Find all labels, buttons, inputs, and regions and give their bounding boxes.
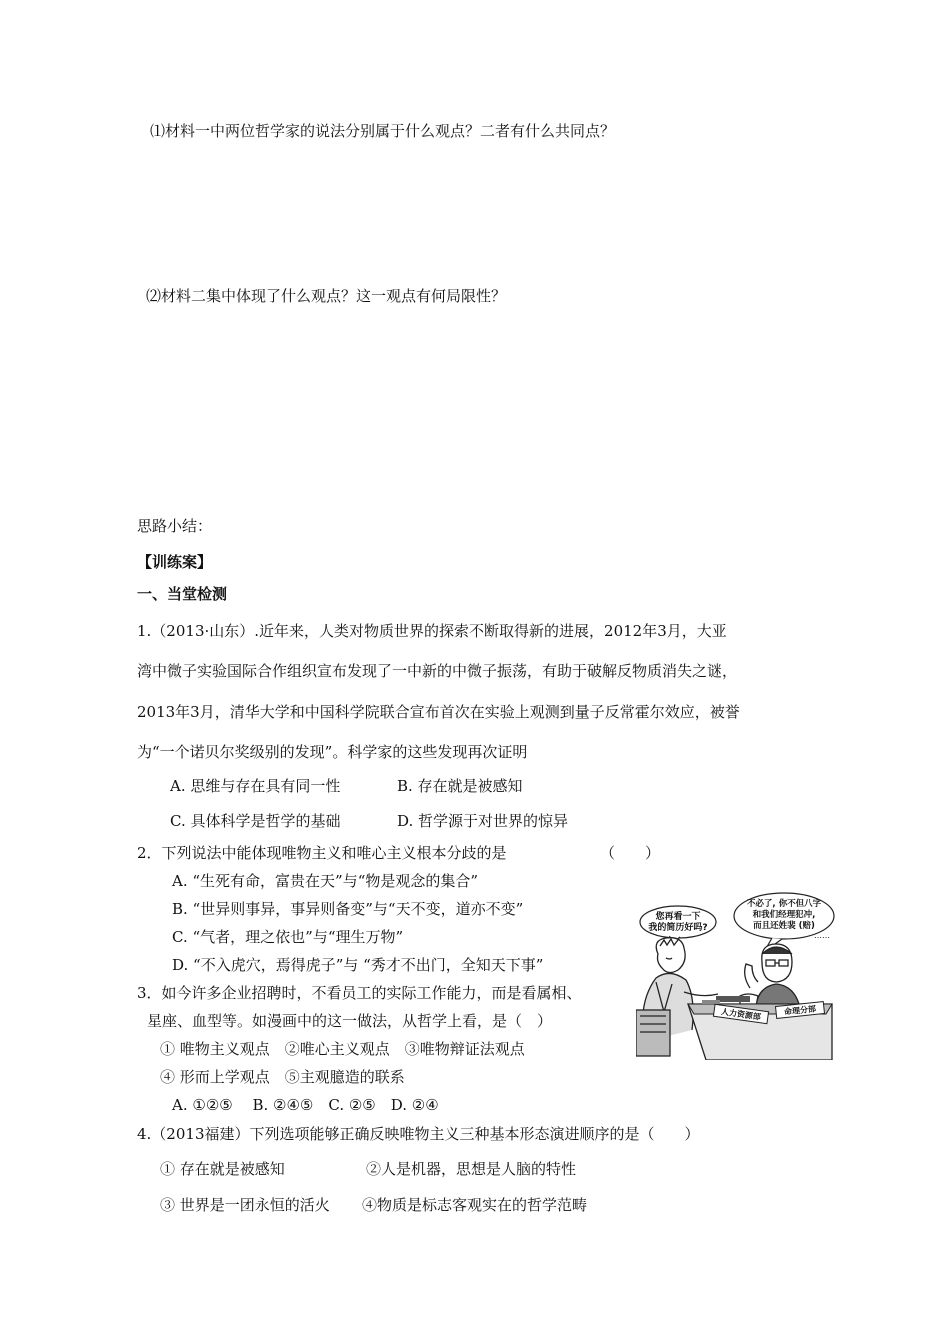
question-1-line: 为“一个诺贝尔奖级别的发现”。科学家的这些发现再次证明 <box>137 743 528 761</box>
question-3-items-row-1: ① 唯物主义观点 ②唯心主义观点 ③唯物辩证法观点 <box>160 1040 525 1058</box>
question-part-2: ⑵材料二集中体现了什么观点？这一观点有何局限性？ <box>146 287 507 305</box>
speech-bubble-right <box>734 893 834 952</box>
desk-sign-hr-label: 人力资源部 <box>720 1007 762 1022</box>
question-2-option-a: A. “生死有命，富贵在天”与“物是观念的集合” <box>172 872 479 890</box>
subsection-heading-in-class-test: 一、当堂检测 <box>137 585 228 603</box>
summary-label: 思路小结： <box>137 517 213 535</box>
bubble-left-line-2: 我的简历好吗? <box>648 923 708 933</box>
question-3-options: A. ①②⑤ B. ②④⑤ C. ②⑤ D. ②④ <box>172 1096 439 1114</box>
question-1-line: 2013年3月，清华大学和中国科学院联合宣布首次在实验上观测到量子反常霍尔效应，被誉 <box>137 703 740 721</box>
question-2-option-c: C. “气者，理之依也”与“理生万物” <box>172 928 404 946</box>
question-2-option-d: D. “不入虎穴，焉得虎子”与 “秀才不出门，全知天下事” <box>172 956 544 974</box>
desk-sign-fortune-label: 命理分部 <box>783 1004 817 1017</box>
question-4-item-3: ③ 世界是一团永恒的活火 <box>160 1196 330 1214</box>
bubble-right-line-1: 不必了, 你不但八字 <box>746 899 822 909</box>
bubble-right-ellipsis: …… <box>814 931 830 940</box>
question-3-line-2: 星座、血型等。如漫画中的这一做法，从哲学上看，是（ ） <box>147 1012 553 1030</box>
bubble-right-line-3: 而且还姓裴 (赔) <box>753 921 815 931</box>
question-1-option-b: B. 存在就是被感知 <box>397 777 523 795</box>
question-2-stem: 2．下列说法中能体现唯物主义和唯心主义根本分歧的是 <box>137 844 507 862</box>
question-4-item-1: ① 存在就是被感知 <box>160 1160 285 1178</box>
cartoon-illustration <box>636 892 836 1060</box>
question-part-1: ⑴材料一中两位哲学家的说法分别属于什么观点？二者有什么共同点？ <box>150 122 616 140</box>
question-1-option-d: D. 哲学源于对世界的惊异 <box>397 812 569 830</box>
question-4-stem: 4.（2013福建）下列选项能够正确反映唯物主义三种基本形态演进顺序的是（ ） <box>137 1125 700 1143</box>
question-3-items-row-2: ④ 形而上学观点 ⑤主观臆造的联系 <box>160 1068 405 1086</box>
question-4-item-4: ④物质是标志客观实在的哲学范畴 <box>362 1196 588 1214</box>
question-4-item-2: ②人是机器，思想是人脑的特性 <box>366 1160 577 1178</box>
question-1-option-c: C. 具体科学是哲学的基础 <box>170 812 341 830</box>
bubble-right-line-2: 和我们经理犯冲, <box>752 910 816 920</box>
answer-bracket: （ ） <box>600 844 661 862</box>
question-1-line: 湾中微子实验国际合作组织宣布发现了一中新的中微子振荡，有助于破解反物质消失之谜， <box>137 662 738 680</box>
question-1-option-a: A. 思维与存在具有同一性 <box>170 777 341 795</box>
section-heading-training: 【训练案】 <box>137 553 213 571</box>
question-3-line-1: 3．如今许多企业招聘时，不看员工的实际工作能力，而是看属相、 <box>137 984 582 1002</box>
question-1-line: 1.（2013·山东）.近年来，人类对物质世界的探索不断取得新的进展，2012年3月，大亚 <box>137 622 727 640</box>
question-2-option-b: B. “世异则事异，事异则备变”与“天不变，道亦不变” <box>172 900 524 918</box>
bubble-left-line-1: 您再看一下 <box>655 912 701 922</box>
